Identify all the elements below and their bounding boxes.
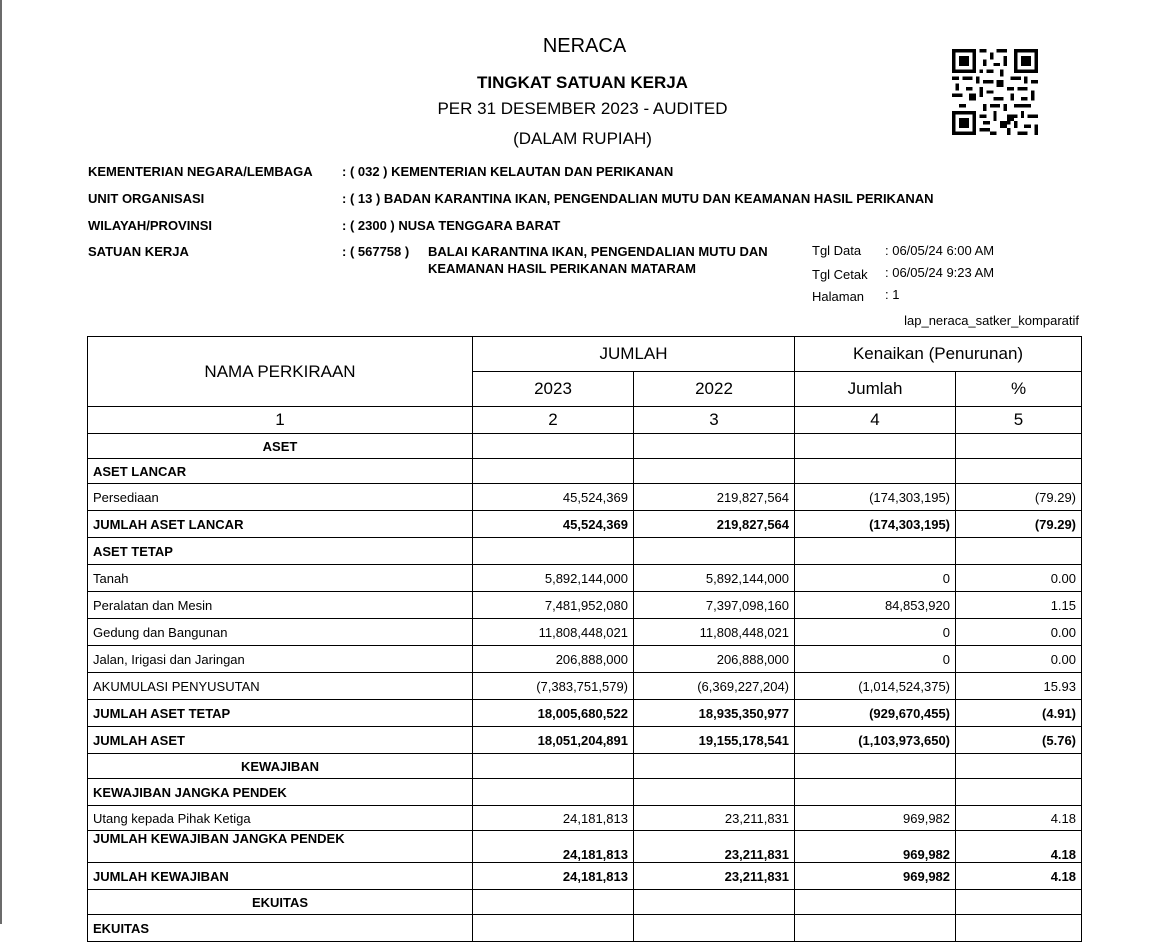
- tgl-cetak-label: Tgl Cetak: [812, 267, 868, 282]
- table-row: [88, 673, 1082, 700]
- tgl-cetak-value: : 06/05/24 9:23 AM: [885, 265, 995, 280]
- value-2022: 219,827,564: [634, 511, 795, 538]
- value-percent: (5.76): [956, 727, 1082, 754]
- value-change: 0: [795, 565, 956, 592]
- account-name: JUMLAH KEWAJIBAN JANGKA PENDEK: [88, 831, 473, 863]
- col-index: 1: [88, 407, 473, 434]
- value-change: (1,103,973,650): [795, 727, 956, 754]
- col-nama-perkiraan: NAMA PERKIRAAN: [88, 337, 473, 407]
- total-row: [88, 727, 1082, 754]
- value-change: 0: [795, 619, 956, 646]
- value-percent: 0.00: [956, 619, 1082, 646]
- report-currency: (DALAM RUPIAH): [513, 129, 652, 148]
- section-title: EKUITAS: [88, 890, 473, 915]
- satuan-kerja-name-2: KEAMANAN HASIL PERIKANAN MATARAM: [428, 261, 696, 276]
- table-row: [88, 619, 1082, 646]
- value-2022: 18,935,350,977: [634, 700, 795, 727]
- value-2022: 206,888,000: [634, 646, 795, 673]
- value-2023: (7,383,751,579): [473, 673, 634, 700]
- value-change: (174,303,195): [795, 511, 956, 538]
- value-percent: 4.18: [956, 806, 1082, 831]
- group-heading-row: [88, 779, 1082, 806]
- value-2023: 45,524,369: [473, 511, 634, 538]
- col-jumlah: JUMLAH: [473, 337, 795, 372]
- group-heading-row: [88, 538, 1082, 565]
- account-name: Peralatan dan Mesin: [88, 592, 473, 619]
- col-2023: 2023: [473, 372, 634, 407]
- table-header-row: [88, 337, 1082, 372]
- wilayah-value: : ( 2300 ) NUSA TENGGARA BARAT: [342, 218, 561, 233]
- kementerian-value: : ( 032 ) KEMENTERIAN KELAUTAN DAN PERIKANAN: [342, 164, 674, 179]
- satuan-kerja-code: : ( 567758 ): [342, 244, 410, 259]
- tgl-data-label: Tgl Data: [812, 243, 862, 258]
- value-2022: 23,211,831: [634, 831, 795, 863]
- report-subtitle: TINGKAT SATUAN KERJA: [477, 73, 688, 92]
- value-change: (174,303,195): [795, 484, 956, 511]
- value-change: 969,982: [795, 831, 956, 863]
- value-change: (1,014,524,375): [795, 673, 956, 700]
- tgl-data-value: : 06/05/24 6:00 AM: [885, 243, 995, 258]
- table-row: [88, 592, 1082, 619]
- col-jumlah-sub: Jumlah: [795, 372, 956, 407]
- table-row: [88, 484, 1082, 511]
- value-2022: 219,827,564: [634, 484, 795, 511]
- section-heading-row: [88, 890, 1082, 915]
- table-row: [88, 646, 1082, 673]
- value-2022: 23,211,831: [634, 806, 795, 831]
- unit-organisasi-value: : ( 13 ) BADAN KARANTINA IKAN, PENGENDALIAN MUTU DAN KEAMANAN HASIL PERIKANAN: [342, 191, 934, 206]
- value-change: 0: [795, 646, 956, 673]
- value-change: 969,982: [795, 806, 956, 831]
- col-kenaikan: Kenaikan (Penurunan): [795, 337, 1082, 372]
- account-name: JUMLAH KEWAJIBAN: [88, 863, 473, 890]
- value-2022: (6,369,227,204): [634, 673, 795, 700]
- subtotal-row: [88, 511, 1082, 538]
- account-name: Persediaan: [88, 484, 473, 511]
- subtotal-row: [88, 831, 1082, 863]
- report-title: NERACA: [542, 35, 627, 57]
- satuan-kerja-name-1: BALAI KARANTINA IKAN, PENGENDALIAN MUTU DAN: [428, 244, 768, 259]
- col-index: 5: [956, 407, 1082, 434]
- value-percent: (79.29): [956, 511, 1082, 538]
- value-2023: 18,051,204,891: [473, 727, 634, 754]
- value-2023: 206,888,000: [473, 646, 634, 673]
- group-title: EKUITAS: [88, 915, 473, 942]
- section-heading-row: [88, 754, 1082, 779]
- value-2023: 7,481,952,080: [473, 592, 634, 619]
- value-2023: 5,892,144,000: [473, 565, 634, 592]
- value-change: (929,670,455): [795, 700, 956, 727]
- section-heading-row: [88, 434, 1082, 459]
- value-2023: 45,524,369: [473, 484, 634, 511]
- value-percent: (79.29): [956, 484, 1082, 511]
- value-2022: 7,397,098,160: [634, 592, 795, 619]
- account-name: AKUMULASI PENYUSUTAN: [88, 673, 473, 700]
- table-row: [88, 806, 1082, 831]
- account-name: JUMLAH ASET TETAP: [88, 700, 473, 727]
- value-percent: 1.15: [956, 592, 1082, 619]
- section-title: KEWAJIBAN: [88, 754, 473, 779]
- halaman-label: Halaman: [812, 289, 865, 304]
- subtotal-row: [88, 700, 1082, 727]
- value-percent: 0.00: [956, 646, 1082, 673]
- value-change: 84,853,920: [795, 592, 956, 619]
- report-code: lap_neraca_satker_komparatif: [904, 313, 1079, 328]
- col-index: 4: [795, 407, 956, 434]
- value-percent: (4.91): [956, 700, 1082, 727]
- value-percent: 4.18: [956, 831, 1082, 863]
- kementerian-label: KEMENTERIAN NEGARA/LEMBAGA: [88, 164, 313, 179]
- value-2023: 24,181,813: [473, 806, 634, 831]
- column-index-row: [88, 407, 1082, 434]
- total-row: [88, 863, 1082, 890]
- account-name: JUMLAH ASET LANCAR: [88, 511, 473, 538]
- group-heading-row: [88, 459, 1082, 484]
- value-2023: 24,181,813: [473, 831, 634, 863]
- section-title: ASET: [88, 434, 473, 459]
- value-2022: 19,155,178,541: [634, 727, 795, 754]
- col-index: 3: [634, 407, 795, 434]
- value-2022: 5,892,144,000: [634, 565, 795, 592]
- qr-code-icon: [952, 49, 1038, 135]
- table-row: [88, 565, 1082, 592]
- account-name: Utang kepada Pihak Ketiga: [88, 806, 473, 831]
- col-index: 2: [473, 407, 634, 434]
- balance-sheet-table: [87, 336, 1082, 942]
- value-2022: 11,808,448,021: [634, 619, 795, 646]
- value-percent: 0.00: [956, 565, 1082, 592]
- wilayah-label: WILAYAH/PROVINSI: [88, 218, 213, 233]
- value-percent: 15.93: [956, 673, 1082, 700]
- report-period: PER 31 DESEMBER 2023 - AUDITED: [437, 99, 728, 118]
- value-2023: 18,005,680,522: [473, 700, 634, 727]
- value-2023: 11,808,448,021: [473, 619, 634, 646]
- account-name: Jalan, Irigasi dan Jaringan: [88, 646, 473, 673]
- group-title: ASET LANCAR: [88, 459, 473, 484]
- halaman-value: : 1: [885, 287, 900, 302]
- value-percent: 4.18: [956, 863, 1082, 890]
- col-2022: 2022: [634, 372, 795, 407]
- account-name: JUMLAH ASET: [88, 727, 473, 754]
- group-title: ASET TETAP: [88, 538, 473, 565]
- unit-organisasi-label: UNIT ORGANISASI: [88, 191, 205, 206]
- account-name: Gedung dan Bangunan: [88, 619, 473, 646]
- group-heading-row: [88, 915, 1082, 942]
- value-change: 969,982: [795, 863, 956, 890]
- value-2023: 24,181,813: [473, 863, 634, 890]
- group-title: KEWAJIBAN JANGKA PENDEK: [88, 779, 473, 806]
- col-percent: %: [956, 372, 1082, 407]
- satuan-kerja-label: SATUAN KERJA: [88, 244, 189, 259]
- account-name: Tanah: [88, 565, 473, 592]
- value-2022: 23,211,831: [634, 863, 795, 890]
